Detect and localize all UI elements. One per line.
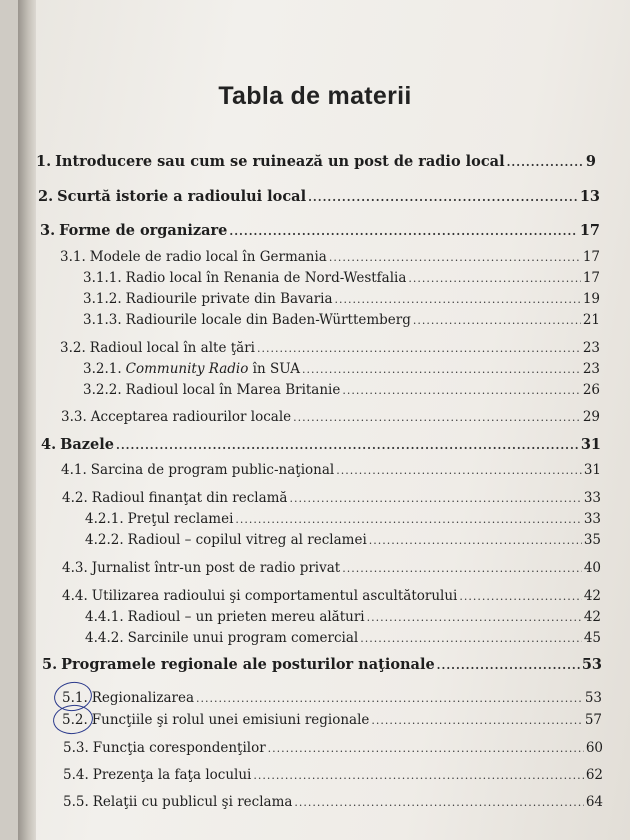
entry-page: 9 [585,153,596,170]
toc-entry [62,490,601,506]
dot-leader [235,513,581,526]
entry-page: 31 [583,462,601,478]
entry-text: Radioul local în alte ţări [89,340,255,356]
entry-text: Forme de organizare [59,222,228,239]
entry-text: Radioul – copilul vitreg al reclamei [127,532,367,548]
entry-text: Acceptarea radiourilor locale [90,409,292,425]
entry-page: 53 [581,656,602,673]
entry-number: 4.3. [62,560,88,576]
toc-entry [36,153,596,170]
dot-leader [507,156,584,169]
dot-leader [257,342,581,355]
entry-number: 4.4.2. [85,630,124,646]
toc-entry [61,409,600,425]
dot-leader [369,534,582,547]
entry-number: 5.2. [62,712,88,728]
dot-leader [268,742,584,755]
dot-leader [289,492,581,505]
toc-entry [83,312,600,328]
entry-page: 17 [582,249,600,265]
entry-page: 29 [582,409,600,425]
entry-text: Radioul – un prieten mereu alături [127,609,365,625]
entry-text: Relaţii cu publicul şi reclama [92,794,293,810]
toc-entry [62,588,601,604]
toc-entry [61,462,601,478]
entry-number: 4.2.2. [85,532,124,548]
entry-page: 33 [583,511,601,527]
entry-number: 1. [36,153,52,170]
entry-page: 33 [583,490,601,506]
dot-leader [408,272,580,285]
toc-entry [62,712,602,728]
dot-leader [308,191,578,204]
dot-leader [335,293,581,306]
entry-page: 19 [582,291,600,307]
entry-page: 23 [582,340,600,356]
entry-page: 53 [584,690,602,706]
entry-number: 5.5. [63,794,89,810]
dot-leader [367,611,582,624]
dot-leader [342,384,580,397]
entry-page: 13 [579,188,600,205]
entry-page: 17 [582,270,600,286]
toc-entry [83,361,600,377]
page-title: Tabla de materii [218,82,412,110]
toc-entry [85,630,601,646]
entry-text: Regionalizarea [91,690,195,706]
dot-leader [459,590,581,603]
entry-number: 3.2.1. [83,361,122,377]
entry-page: 21 [582,312,600,328]
entry-page: 42 [583,609,601,625]
entry-text: Radiourile private din Bavaria [125,291,333,307]
toc-entry [85,532,601,548]
entry-page: 45 [583,630,601,646]
entry-number: 3.2. [60,340,86,356]
toc-entry [63,767,603,783]
dot-leader [302,363,581,376]
toc-entry [42,656,602,673]
entry-page: 42 [583,588,601,604]
entry-number: 3.1.1. [83,270,122,286]
entry-number: 5.3. [63,740,89,756]
entry-page: 35 [583,532,601,548]
entry-page: 57 [584,712,602,728]
toc-entry [83,291,600,307]
dot-leader [413,314,581,327]
entry-page: 60 [585,740,603,756]
dot-leader [116,439,579,452]
entry-text: Sarcina de program public-naţional [90,462,335,478]
toc-entry [38,188,600,205]
entry-page: 40 [583,560,601,576]
entry-text: în SUA [248,361,300,377]
entry-number: 3.3. [61,409,87,425]
toc-entry [85,511,601,527]
toc-entry [60,249,600,265]
toc-entry [63,794,603,810]
entry-text: Introducere sau cum se ruinează un post de radio local [55,153,505,170]
entry-text: Radioul local în Marea Britanie [125,382,341,398]
dot-leader [294,796,583,809]
toc-entry [62,690,602,706]
entry-text: Radio local în Renania de Nord-Westfalia [125,270,407,286]
dot-leader [342,562,582,575]
entry-number: 4.2.1. [85,511,124,527]
toc-entry [40,222,600,239]
toc-entry [60,340,600,356]
toc-entry [41,436,601,453]
entry-number: 5. [42,656,58,673]
entry-number: 4.2. [62,490,88,506]
entry-text: Radioul finanţat din reclamă [91,490,288,506]
dot-leader [293,411,581,424]
entry-number: 3. [40,222,56,239]
toc-entry [62,560,601,576]
entry-page: 62 [585,767,603,783]
entry-number: 2. [38,188,54,205]
entry-page: 23 [582,361,600,377]
dot-leader [336,464,582,477]
entry-number: 3.1.2. [83,291,122,307]
entry-text: Funcţiile şi rolul unei emisiuni regionale [91,712,370,728]
entry-text: Prezenţa la faţa locului [92,767,252,783]
dot-leader [229,225,577,238]
toc-entry [63,740,603,756]
entry-number: 3.1. [60,249,86,265]
entry-page: 64 [585,794,603,810]
entry-number: 4.1. [61,462,87,478]
entry-number: 4.4. [62,588,88,604]
entry-text: Scurtă istorie a radioului local [57,188,307,205]
entry-number: 5.1. [62,690,88,706]
dot-leader [329,251,581,264]
entry-number: 4. [41,436,57,453]
dot-leader [371,714,582,727]
entry-text: Bazele [60,436,114,453]
entry-text: Preţul reclamei [127,511,234,527]
toc-entry [83,382,600,398]
entry-text: Radiourile locale din Baden-Württemberg [125,312,411,328]
entry-text: Utilizarea radioului şi comportamentul ascultătorului [91,588,458,604]
entry-number: 3.2.2. [83,382,122,398]
entry-page: 26 [582,382,600,398]
entry-text: Jurnalist într-un post de radio privat [91,560,341,576]
entry-number: 5.4. [63,767,89,783]
entry-number: 3.1.3. [83,312,122,328]
entry-page: 17 [579,222,600,239]
entry-text-italic: Community Radio [125,361,249,377]
dot-leader [253,769,583,782]
entry-text: Programele regionale ale posturilor naţionale [61,656,435,673]
dot-leader [437,659,580,672]
entry-text: Funcţia corespondenţilor [92,740,266,756]
toc-entry [85,609,601,625]
entry-text: Sarcinile unui program comercial [127,630,359,646]
entry-number: 4.4.1. [85,609,124,625]
entry-text: Modele de radio local în Germania [89,249,327,265]
toc-entry [83,270,600,286]
dot-leader [360,632,582,645]
dot-leader [196,692,583,705]
entry-page: 31 [580,436,601,453]
